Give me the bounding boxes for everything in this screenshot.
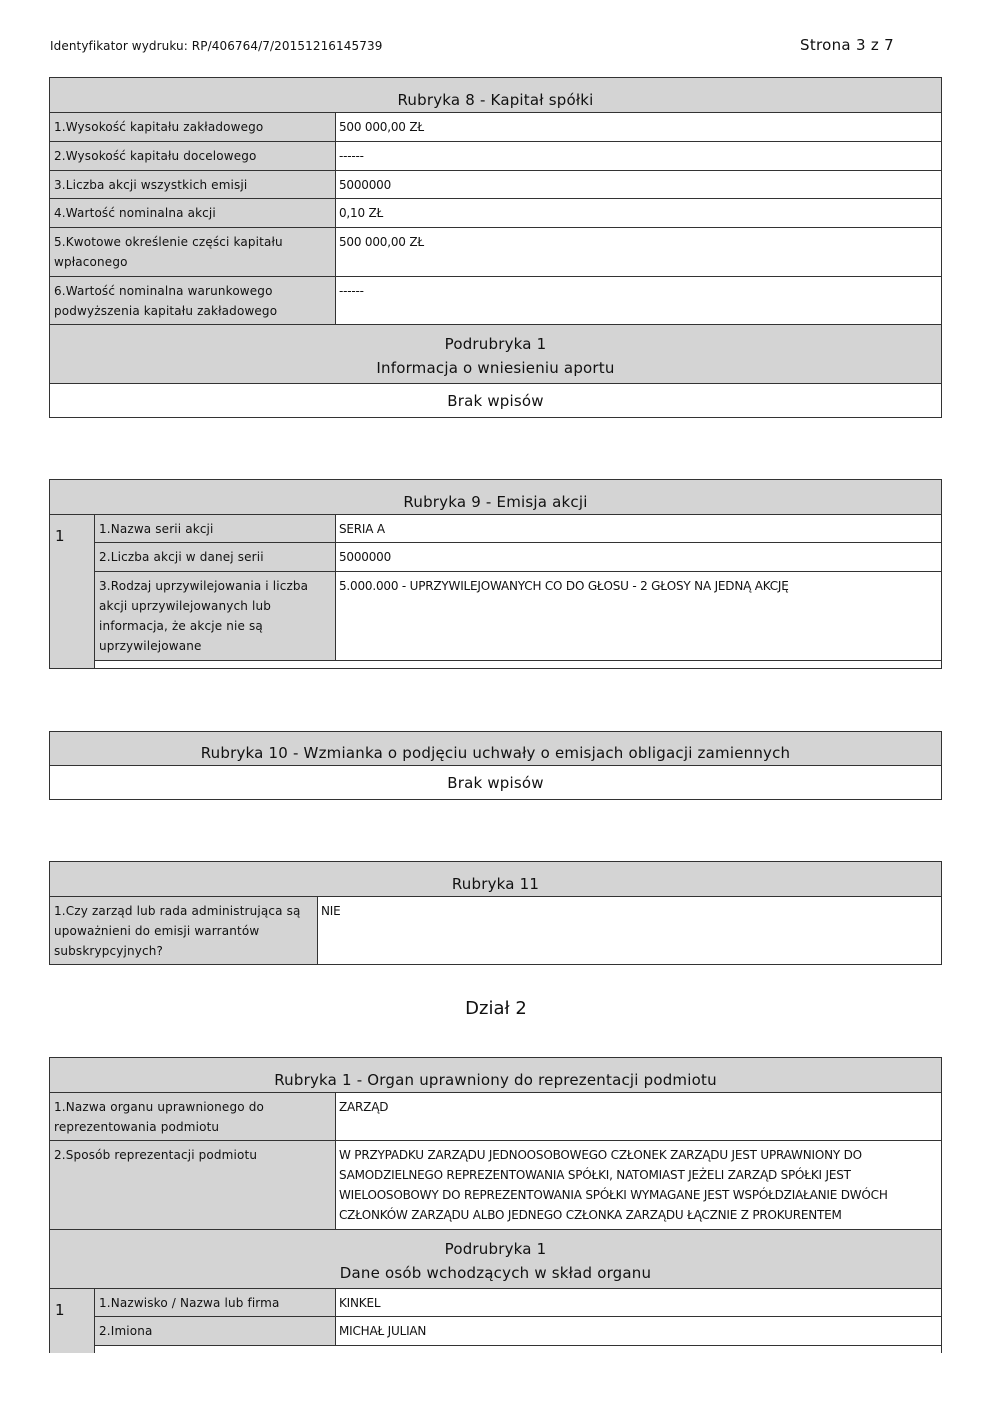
section-title [50, 1058, 941, 1093]
field-label: 3.Liczba akcji wszystkich emisji [50, 171, 336, 198]
field-value: ------ [339, 284, 364, 298]
section-title-text: Rubryka 11 [451, 875, 540, 893]
no-entries-text: Brak wpisów [50, 384, 941, 418]
field-label: 6.Wartość nominalna warunkowego podwyższenia kapitału zakładowego [50, 277, 336, 324]
field-value: NIE [321, 904, 341, 918]
entry-number: 1 [50, 515, 95, 668]
table-row [50, 277, 941, 325]
entry-spacer [95, 661, 941, 668]
table-row [50, 142, 941, 171]
section-title [50, 78, 941, 113]
entry-body [95, 515, 941, 668]
field-label: 2.Wysokość kapitału docelowego [50, 142, 336, 170]
field-value: 500 000,00 ZŁ [339, 120, 424, 134]
section-dzial-2-rubryka-1 [49, 1057, 942, 1353]
table-row [50, 1141, 941, 1230]
field-label: 3.Rodzaj uprzywilejowania i liczba akcji uprzywilejowanych lub informacja, że akcje nie są uprzywilejowane [95, 572, 336, 660]
no-entries-text: Brak wpisów [50, 766, 941, 800]
field-label: 1.Wysokość kapitału zakładowego [50, 113, 336, 141]
field-label: 2.Liczba akcji w danej serii [95, 543, 336, 571]
entry-spacer [95, 1346, 941, 1353]
subsection-title-line-2: Informacja o wniesieniu aportu [376, 359, 615, 377]
table-row [95, 1317, 941, 1346]
subsection-title [50, 325, 941, 384]
field-value: 5.000.000 - UPRZYWILEJOWANYCH CO DO GŁOSU - 2 GŁOSY NA JEDNĄ AKCJĘ [339, 579, 789, 593]
print-identifier: Identyfikator wydruku: RP/406764/7/20151216145739 [50, 39, 383, 53]
subsection-title-line-2: Dane osób wchodzących w skład organu [339, 1264, 652, 1282]
table-row [50, 1093, 941, 1141]
table-row [50, 199, 941, 228]
field-value: MICHAŁ JULIAN [339, 1324, 427, 1338]
page-number: Strona 3 z 7 [800, 36, 894, 54]
table-row [50, 897, 941, 965]
section-title-text: Rubryka 1 - Organ uprawniony do reprezentacji podmiotu [274, 1071, 717, 1089]
section-rubryka-10 [49, 731, 942, 800]
table-row [95, 543, 941, 572]
field-label: 5.Kwotowe określenie części kapitału wpłaconego [50, 228, 336, 276]
field-label: 1.Nazwisko / Nazwa lub firma [95, 1289, 336, 1316]
table-row [95, 572, 941, 661]
section-title-text: Rubryka 8 - Kapitał spółki [397, 91, 594, 109]
section-title [50, 862, 941, 897]
entry-number: 1 [50, 1289, 95, 1353]
table-row [95, 515, 941, 543]
section-rubryka-9 [49, 479, 942, 669]
section-rubryka-8 [49, 77, 942, 418]
field-value: 5000000 [339, 178, 392, 192]
numbered-entry [50, 515, 941, 669]
field-value: SERIA A [339, 522, 385, 536]
field-label: 2.Imiona [95, 1317, 336, 1345]
field-value: 500 000,00 ZŁ [339, 235, 424, 249]
chapter-heading: Dział 2 [465, 998, 527, 1019]
section-title-text: Rubryka 10 - Wzmianka o podjęciu uchwały o emisjach obligacji zamiennych [200, 744, 791, 762]
table-row [50, 113, 941, 142]
subsection-title-line-1: Podrubryka 1 [444, 1240, 547, 1258]
field-label: 4.Wartość nominalna akcji [50, 199, 336, 227]
entry-body [95, 1289, 941, 1353]
field-value: 0,10 ZŁ [339, 206, 384, 220]
subsection-title-line-1: Podrubryka 1 [444, 335, 547, 353]
field-value: KINKEL [339, 1296, 381, 1310]
field-label: 2.Sposób reprezentacji podmiotu [50, 1141, 336, 1229]
section-rubryka-11 [49, 861, 942, 965]
field-label: 1.Nazwa organu uprawnionego do reprezentowania podmiotu [50, 1093, 336, 1140]
field-value: 5000000 [339, 550, 392, 564]
field-label: 1.Nazwa serii akcji [95, 515, 336, 542]
section-title [50, 732, 941, 766]
section-title-text: Rubryka 9 - Emisja akcji [403, 493, 588, 511]
field-value: W PRZYPADKU ZARZĄDU JEDNOOSOBOWEGO CZŁONEK ZARZĄDU JEST UPRAWNIONY DO SAMODZIELNEGO REPREZENTOWANIA SPÓŁKI, NATOMIAST JEŻELI ZARZĄD SPÓŁKI JEST WIELOOSOBOWY DO REPREZENTOWANIA SPÓŁKI WYMAGANE JEST WSPÓŁDZIAŁANIE DWÓCH CZŁONKÓW ZARZĄDU ALBO JEDNEGO CZŁONKA ZARZĄDU ŁĄCZNIE Z PROKURENTEM [339, 1148, 888, 1222]
table-row [50, 228, 941, 277]
field-value: ZARZĄD [339, 1100, 389, 1114]
table-row [95, 1289, 941, 1317]
field-label: 1.Czy zarząd lub rada administrująca są upoważnieni do emisji warrantów subskrypcyjnych? [50, 897, 318, 964]
table-row [50, 171, 941, 199]
subsection-title [50, 1230, 941, 1289]
section-title [50, 480, 941, 515]
field-value: ------ [339, 149, 364, 163]
numbered-entry [50, 1289, 941, 1353]
